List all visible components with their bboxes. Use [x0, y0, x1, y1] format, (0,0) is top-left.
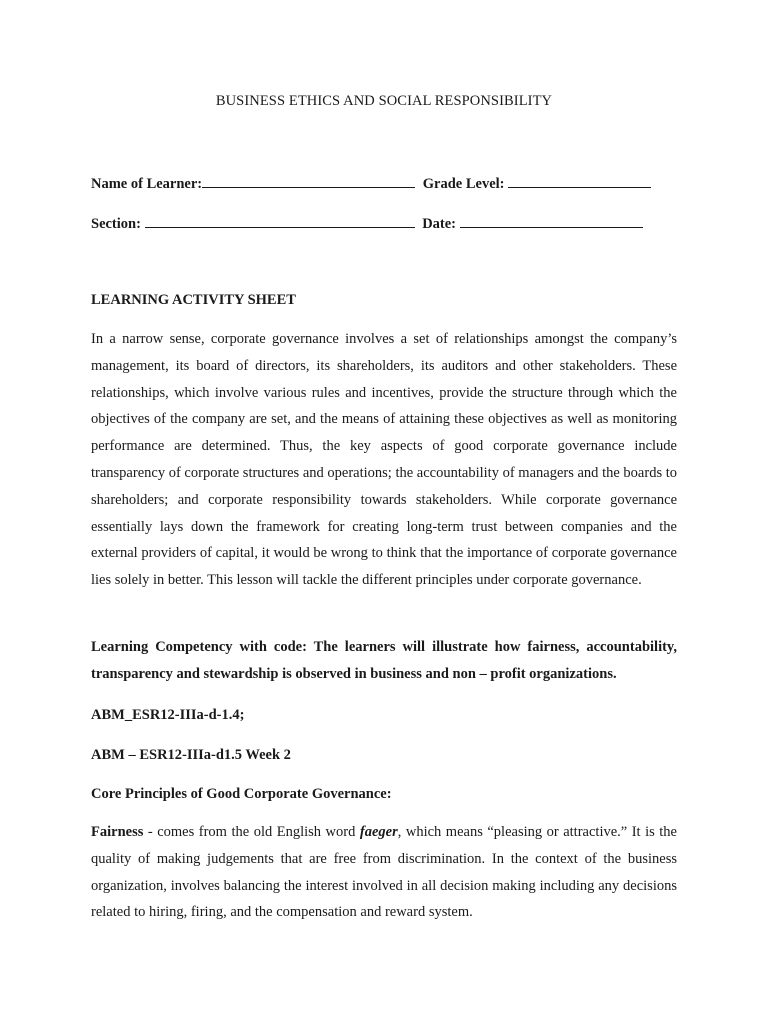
competency-code-2: ABM – ESR12-IIIa-d1.5 Week 2 — [91, 747, 291, 763]
section-blank — [145, 213, 415, 228]
faeger-word: faeger — [359, 824, 398, 840]
fairness-paragraph — [91, 819, 677, 926]
core-principles-heading: Core Principles of Good Corporate Governance: — [91, 786, 392, 802]
name-of-learner-label: Name of Learner: — [91, 176, 203, 192]
learning-competency: Learning Competency with code: The learners will illustrate how fairness, accountability, transparency and stewardship is observed in business and non – profit organizations. — [91, 639, 677, 682]
fairness-term: Fairness — [91, 824, 144, 840]
section-label: Section: — [91, 216, 141, 232]
intro-paragraph: In a narrow sense, corporate governance involves a set of relationships amongst the company’s management, its board of directors, its shareholders, its auditors and other stakeholders. These relationships, which involve various rules and incentives, provide the structure through which the objectives of the company are set, and the means of attaining these objectives as well as monitoring performance are determined. Thus, the key aspects of good corporate governance include transparency of corporate structures and operations; the accountability of managers and the boards to shareholders; and corporate responsibility towards stakeholders. While corporate governance essentially lays down the framework for creating long-term trust between companies and the external providers of capital, it would be wrong to think that the importance of corporate governance lies solely in better. This lesson will tackle the different principles under corporate governance. — [91, 331, 677, 589]
fairness-lead: - comes from the old English word — [143, 824, 360, 840]
date-label: Date: — [422, 216, 457, 232]
activity-heading: LEARNING ACTIVITY SHEET — [91, 292, 296, 308]
grade-level-blank — [508, 173, 651, 188]
document-title: BUSINESS ETHICS AND SOCIAL RESPONSIBILITY — [215, 93, 553, 109]
competency-code-1: ABM_ESR12-IIIa-d-1.4; — [91, 707, 245, 723]
section-date-row — [91, 213, 643, 233]
date-blank — [460, 213, 643, 228]
fairness-definition: , which means “pleasing or attractive.” It is the quality of making judgements that are free from discrimination. In the context of the business organization, involves balancing the interest involved in all decision making including any decisions related to hiring, firing, and the compensation and reward system. — [91, 824, 677, 921]
name-of-learner-blank — [202, 173, 415, 188]
grade-level-label: Grade Level: — [422, 176, 505, 192]
learner-info-row — [91, 173, 651, 193]
